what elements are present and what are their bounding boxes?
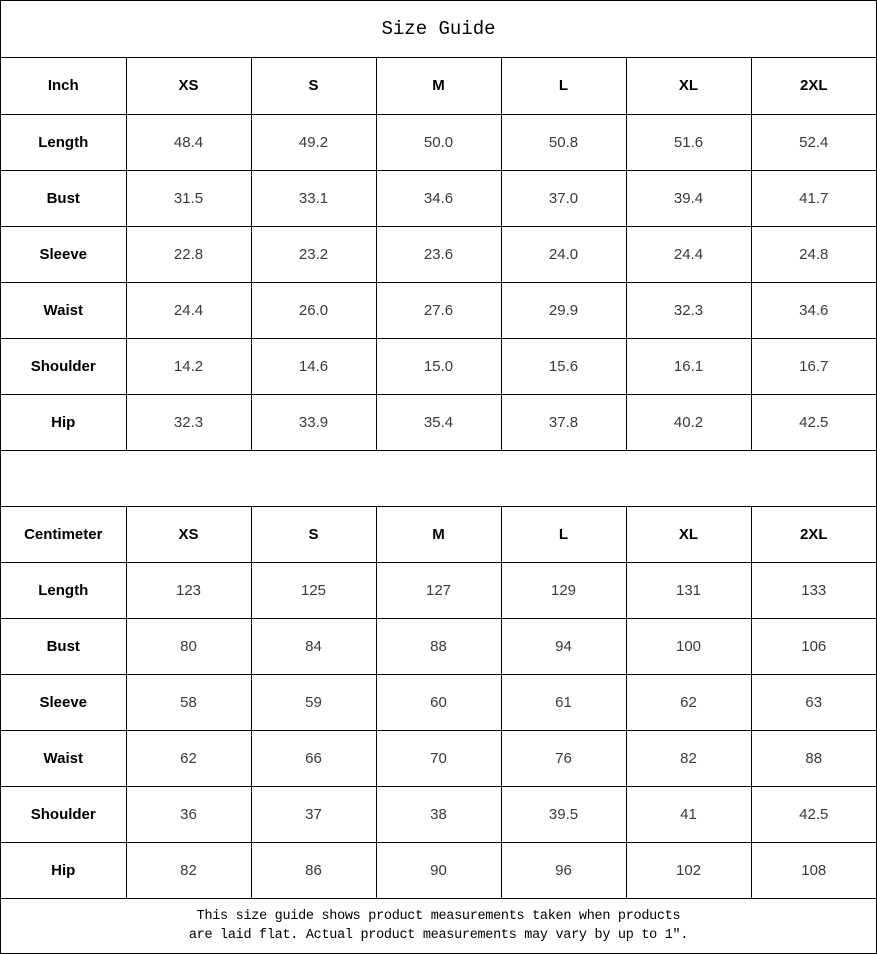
measurement-cell: 63 bbox=[751, 674, 876, 730]
measurement-cell: 23.2 bbox=[251, 226, 376, 282]
table-row bbox=[1, 562, 876, 618]
table-row bbox=[1, 282, 876, 338]
footer-note bbox=[1, 899, 876, 954]
measurement-cell: 88 bbox=[751, 730, 876, 786]
measurement-cell: 42.5 bbox=[751, 394, 876, 450]
measurement-cell: 15.0 bbox=[376, 338, 501, 394]
measurement-cell: 33.1 bbox=[251, 170, 376, 226]
measurement-cell: 42.5 bbox=[751, 786, 876, 842]
table-row bbox=[1, 730, 876, 786]
measurement-cell: 127 bbox=[376, 562, 501, 618]
row-label: Hip bbox=[1, 394, 126, 450]
measurement-cell: 24.4 bbox=[626, 226, 751, 282]
row-label: Sleeve bbox=[1, 674, 126, 730]
measurement-cell: 36 bbox=[126, 786, 251, 842]
measurement-cell: 131 bbox=[626, 562, 751, 618]
measurement-cell: 88 bbox=[376, 618, 501, 674]
measurement-cell: 133 bbox=[751, 562, 876, 618]
size-column-header: XS bbox=[126, 506, 251, 562]
measurement-cell: 32.3 bbox=[626, 282, 751, 338]
measurement-cell: 90 bbox=[376, 842, 501, 898]
table-row bbox=[1, 226, 876, 282]
measurement-cell: 84 bbox=[251, 618, 376, 674]
unit-header: Centimeter bbox=[1, 506, 126, 562]
size-column-header: M bbox=[376, 58, 501, 114]
table-row bbox=[1, 114, 876, 170]
measurement-cell: 22.8 bbox=[126, 226, 251, 282]
measurement-cell: 40.2 bbox=[626, 394, 751, 450]
row-label: Hip bbox=[1, 842, 126, 898]
measurement-cell: 15.6 bbox=[501, 338, 626, 394]
measurement-cell: 37.8 bbox=[501, 394, 626, 450]
size-column-header: XS bbox=[126, 58, 251, 114]
measurement-cell: 37.0 bbox=[501, 170, 626, 226]
row-label: Waist bbox=[1, 730, 126, 786]
table-row bbox=[1, 338, 876, 394]
measurement-cell: 82 bbox=[626, 730, 751, 786]
size-column-header: S bbox=[251, 506, 376, 562]
row-label: Length bbox=[1, 114, 126, 170]
footer-note-line-2: are laid flat. Actual product measurements may vary by up to 1″. bbox=[188, 927, 689, 943]
size-column-header: 2XL bbox=[751, 506, 876, 562]
footer-note-line-1: This size guide shows product measurements taken when products bbox=[196, 908, 681, 924]
measurement-cell: 60 bbox=[376, 674, 501, 730]
measurement-cell: 24.8 bbox=[751, 226, 876, 282]
measurement-cell: 14.6 bbox=[251, 338, 376, 394]
inch-table bbox=[1, 58, 876, 451]
measurement-cell: 106 bbox=[751, 618, 876, 674]
measurement-cell: 38 bbox=[376, 786, 501, 842]
measurement-cell: 62 bbox=[626, 674, 751, 730]
table-row bbox=[1, 170, 876, 226]
measurement-cell: 70 bbox=[376, 730, 501, 786]
measurement-cell: 16.7 bbox=[751, 338, 876, 394]
measurement-cell: 14.2 bbox=[126, 338, 251, 394]
page-title: Size Guide bbox=[1, 1, 876, 58]
measurement-cell: 102 bbox=[626, 842, 751, 898]
measurement-cell: 41.7 bbox=[751, 170, 876, 226]
measurement-cell: 33.9 bbox=[251, 394, 376, 450]
measurement-cell: 24.4 bbox=[126, 282, 251, 338]
measurement-cell: 50.8 bbox=[501, 114, 626, 170]
measurement-cell: 52.4 bbox=[751, 114, 876, 170]
header-row bbox=[1, 58, 876, 114]
measurement-cell: 50.0 bbox=[376, 114, 501, 170]
table-spacer bbox=[1, 451, 876, 506]
measurement-cell: 41 bbox=[626, 786, 751, 842]
measurement-cell: 48.4 bbox=[126, 114, 251, 170]
measurement-cell: 100 bbox=[626, 618, 751, 674]
measurement-cell: 26.0 bbox=[251, 282, 376, 338]
size-column-header: XL bbox=[626, 58, 751, 114]
measurement-cell: 51.6 bbox=[626, 114, 751, 170]
measurement-cell: 108 bbox=[751, 842, 876, 898]
measurement-cell: 80 bbox=[126, 618, 251, 674]
centimeter-table bbox=[1, 506, 876, 899]
row-label: Shoulder bbox=[1, 338, 126, 394]
measurement-cell: 66 bbox=[251, 730, 376, 786]
measurement-cell: 49.2 bbox=[251, 114, 376, 170]
measurement-cell: 39.5 bbox=[501, 786, 626, 842]
row-label: Bust bbox=[1, 618, 126, 674]
measurement-cell: 16.1 bbox=[626, 338, 751, 394]
measurement-cell: 123 bbox=[126, 562, 251, 618]
header-row bbox=[1, 506, 876, 562]
measurement-cell: 37 bbox=[251, 786, 376, 842]
size-column-header: XL bbox=[626, 506, 751, 562]
table-row bbox=[1, 842, 876, 898]
measurement-cell: 59 bbox=[251, 674, 376, 730]
measurement-cell: 96 bbox=[501, 842, 626, 898]
table-row bbox=[1, 394, 876, 450]
measurement-cell: 23.6 bbox=[376, 226, 501, 282]
table-row bbox=[1, 618, 876, 674]
measurement-cell: 62 bbox=[126, 730, 251, 786]
size-column-header: M bbox=[376, 506, 501, 562]
measurement-cell: 34.6 bbox=[751, 282, 876, 338]
measurement-cell: 125 bbox=[251, 562, 376, 618]
measurement-cell: 76 bbox=[501, 730, 626, 786]
row-label: Shoulder bbox=[1, 786, 126, 842]
measurement-cell: 86 bbox=[251, 842, 376, 898]
size-column-header: L bbox=[501, 506, 626, 562]
measurement-cell: 24.0 bbox=[501, 226, 626, 282]
measurement-cell: 61 bbox=[501, 674, 626, 730]
measurement-cell: 31.5 bbox=[126, 170, 251, 226]
row-label: Sleeve bbox=[1, 226, 126, 282]
unit-header: Inch bbox=[1, 58, 126, 114]
measurement-cell: 94 bbox=[501, 618, 626, 674]
table-row bbox=[1, 674, 876, 730]
size-column-header: S bbox=[251, 58, 376, 114]
row-label: Length bbox=[1, 562, 126, 618]
measurement-cell: 32.3 bbox=[126, 394, 251, 450]
measurement-cell: 29.9 bbox=[501, 282, 626, 338]
row-label: Waist bbox=[1, 282, 126, 338]
measurement-cell: 34.6 bbox=[376, 170, 501, 226]
table-row bbox=[1, 786, 876, 842]
measurement-cell: 35.4 bbox=[376, 394, 501, 450]
size-column-header: L bbox=[501, 58, 626, 114]
size-column-header: 2XL bbox=[751, 58, 876, 114]
measurement-cell: 82 bbox=[126, 842, 251, 898]
row-label: Bust bbox=[1, 170, 126, 226]
measurement-cell: 39.4 bbox=[626, 170, 751, 226]
measurement-cell: 129 bbox=[501, 562, 626, 618]
measurement-cell: 27.6 bbox=[376, 282, 501, 338]
measurement-cell: 58 bbox=[126, 674, 251, 730]
